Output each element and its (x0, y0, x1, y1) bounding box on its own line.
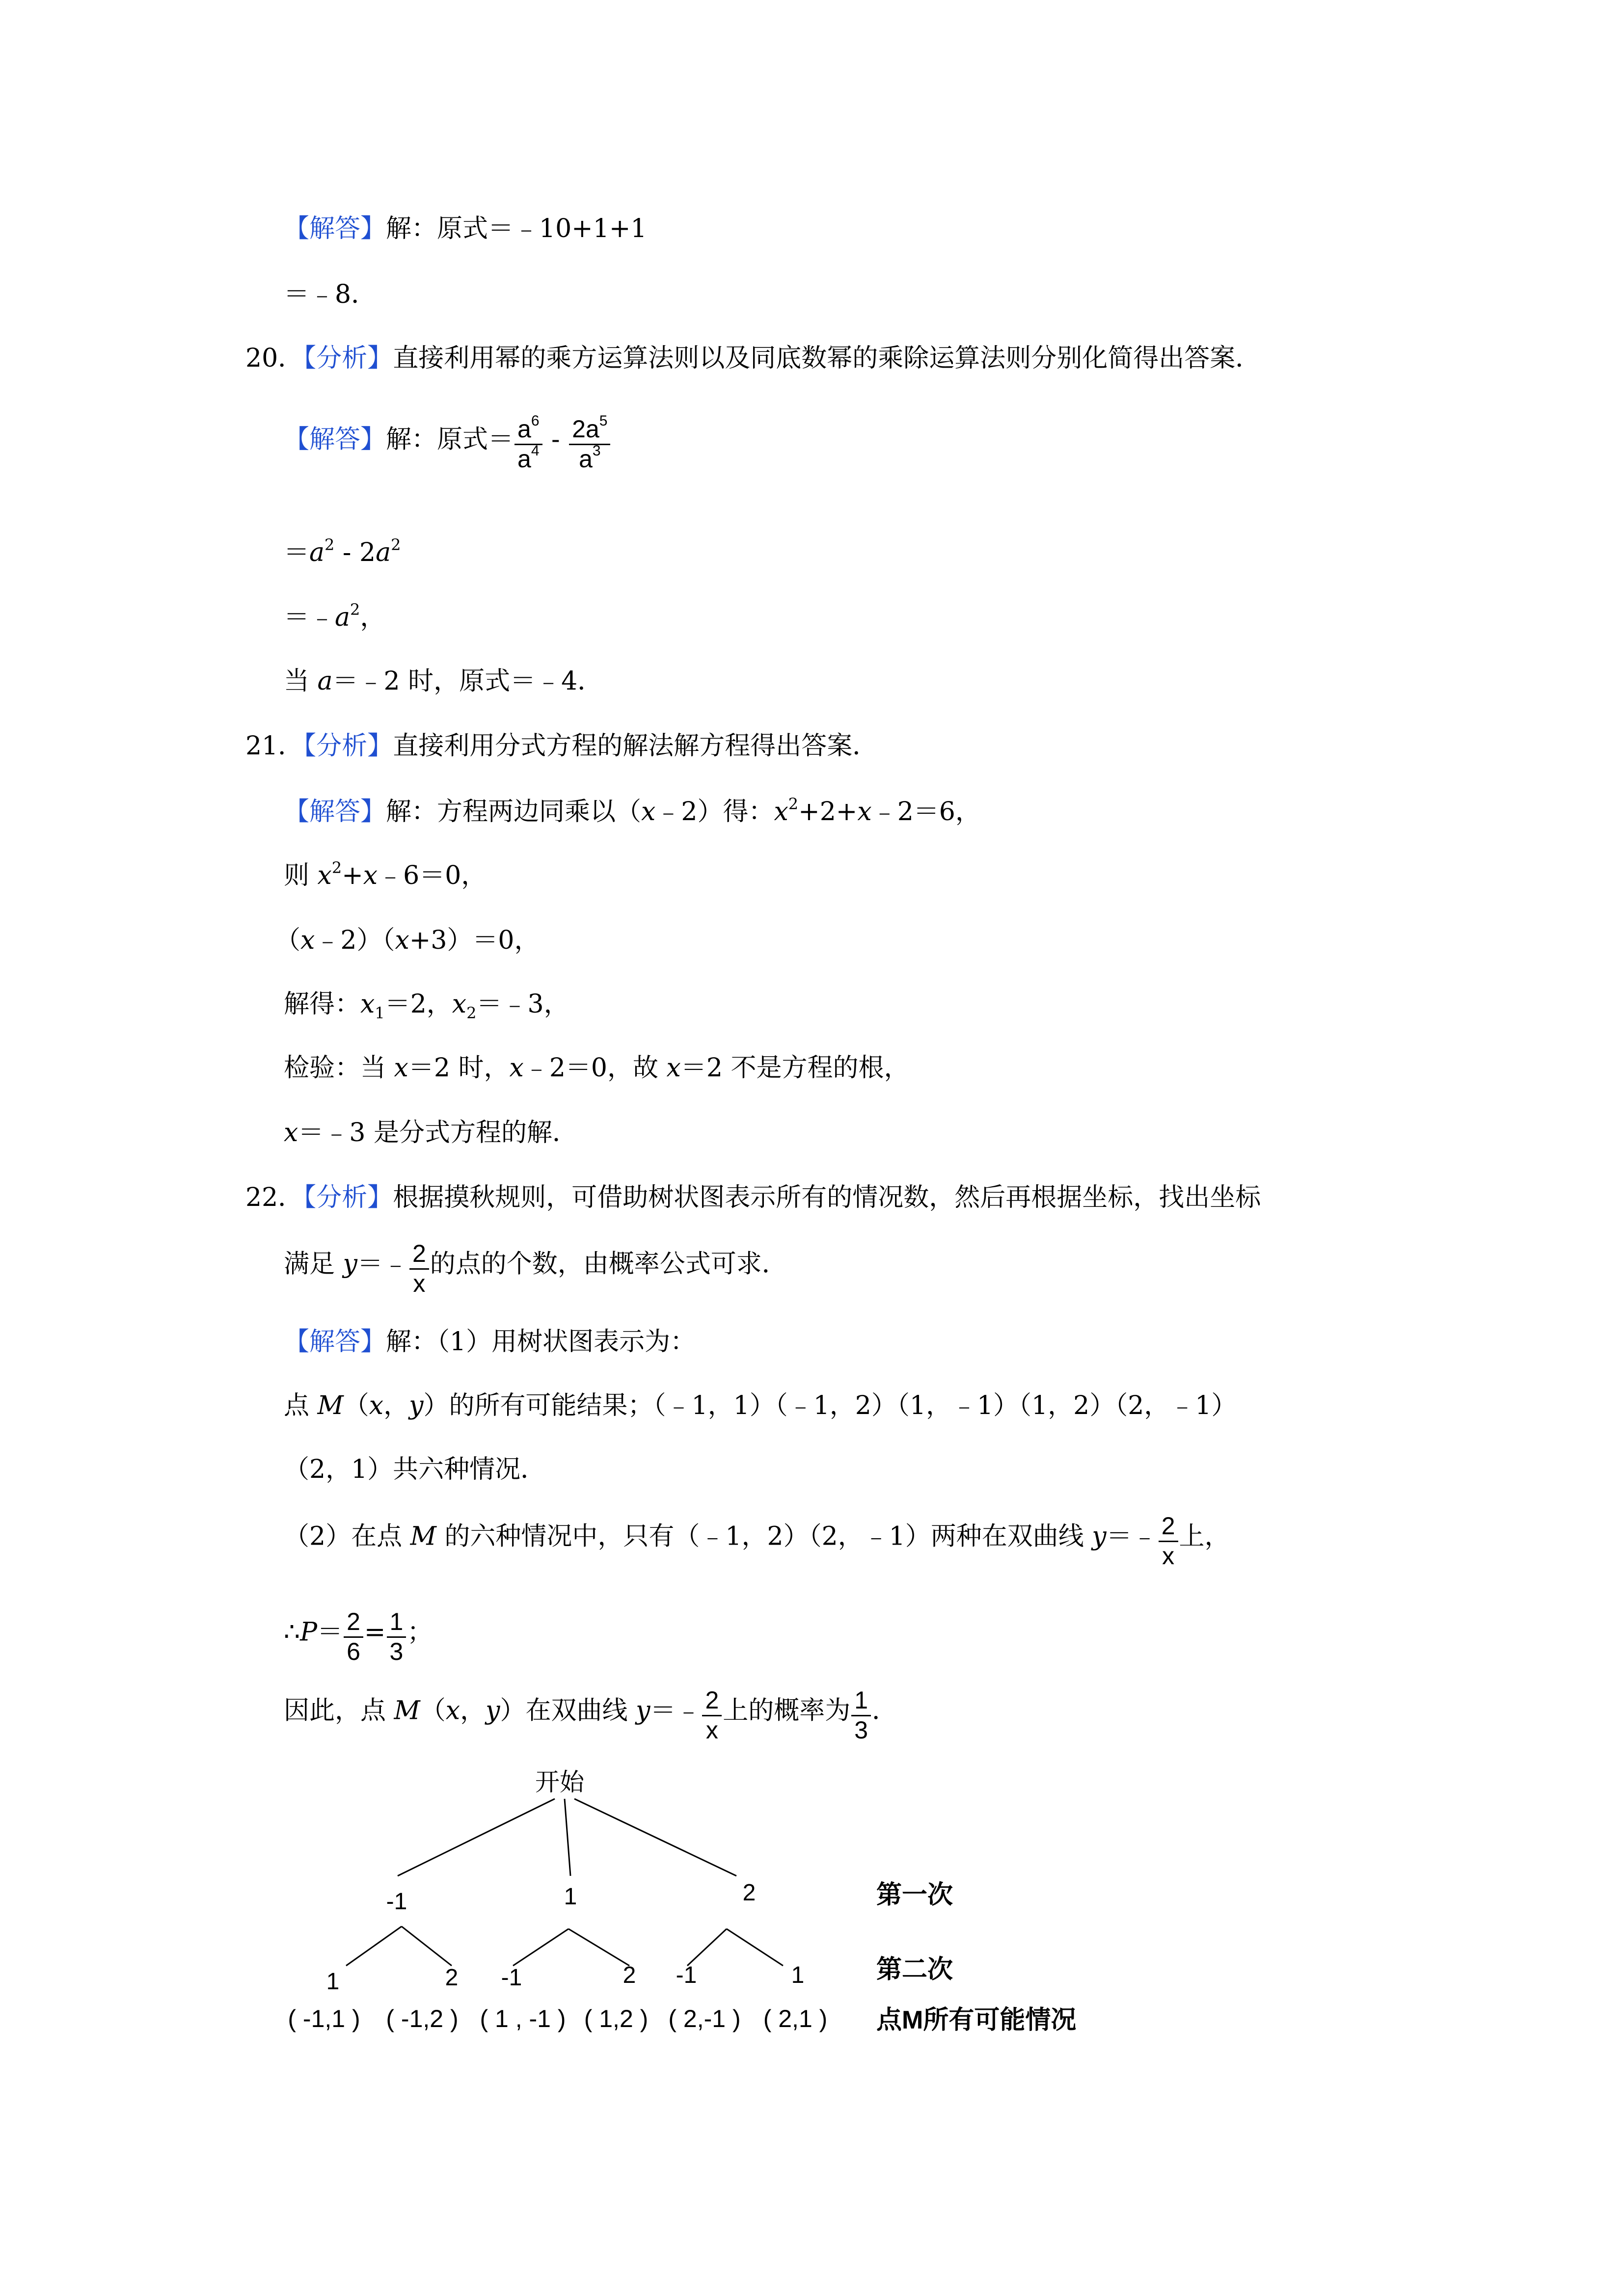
tree-outcome: ( 1,2 ) (584, 2005, 649, 2032)
q22-solve1: 【解答】解：（1）用树状图表示为： (284, 1327, 696, 1357)
tree-outcome: ( -1,2 ) (386, 2005, 459, 2032)
q22-analysis-line1: 22．【分析】根据摸秋规则，可借助树状图表示所有的情况数，然后再根据坐标，找出坐标 (245, 1183, 1261, 1212)
fraction-2-over-x: $\frac{2}{x}$ (409, 1240, 429, 1298)
edge-root-to-l1-a (398, 1799, 555, 1876)
q20-step1: $=a^2 - 2a^2$ (284, 535, 401, 567)
q21-line5: 检验：当 x＝2 时，x﹣2＝0，故 x＝2 不是方程的根， (284, 1053, 910, 1083)
tree-outcome: ( 1 , -1 ) (480, 2005, 566, 2032)
q21-analysis: 21．【分析】直接利用分式方程的解法解方程得出答案． (245, 731, 878, 761)
tree-level2-node: 2 (623, 1962, 636, 1988)
edge-root-to-l1-c (574, 1799, 736, 1876)
row-label-outcomes: 点M所有可能情况 (876, 2006, 1077, 2034)
edge-l1a-to-l2-1 (346, 1926, 402, 1966)
tree-level1-node: -1 (386, 1889, 407, 1915)
q21-line4: 解得：$x_1=2$，$x_2=﹣3$， (284, 989, 569, 1022)
tree-level2-node: 2 (445, 1965, 459, 1991)
edge-l1a-to-l2-2 (402, 1926, 452, 1966)
tree-root: 开始 (535, 1768, 584, 1796)
row-label-first: 第一次 (876, 1881, 953, 1909)
tree-edges (346, 1799, 783, 1966)
tree-level2-node: -1 (676, 1962, 697, 1988)
fraction-2a5-a3: $\frac{2a^5}{a^3}$ (569, 415, 610, 473)
row-label-second: 第二次 (876, 1955, 953, 1984)
answer-label: 【解答】 (284, 1327, 386, 1357)
edge-l1c-to-l2-1 (687, 1929, 727, 1966)
q22-analysis-line2: 满足 y＝﹣ $\frac{2}{x}$ 的点的个数，由概率公式可求． (284, 1240, 787, 1297)
tree-level2-node: 1 (791, 1962, 805, 1988)
q22-solve3: （2，1）共六种情况． (284, 1455, 546, 1484)
fraction-2-over-x: $\frac{2}{x}$ (702, 1686, 722, 1744)
fraction-1-over-3: $\frac{1}{3}$ (387, 1608, 406, 1666)
q21-line1: 【解答】解：方程两边同乘以（x﹣2）得：$x^2+2+x﹣2=6$， (284, 795, 981, 827)
q19-result: ＝﹣8． (284, 280, 377, 309)
q22-solve4: （2）在点 M 的六种情况中，只有（﹣1，2）（2，﹣1）两种在双曲线 y＝﹣ $\frac{2}{x}$ 上， (284, 1512, 1230, 1570)
analysis-label: 【分析】 (303, 1183, 393, 1212)
q21-line2: 则 $x^2+x﹣6=0$， (284, 858, 487, 890)
answer-label: 【解答】 (284, 425, 386, 454)
tree-diagram (265, 1747, 1159, 2061)
edge-root-to-l1-b (565, 1799, 570, 1876)
fraction-a6-a4: $\frac{a^6}{a^4}$ (514, 415, 542, 473)
answer-label: 【解答】 (284, 214, 386, 243)
edge-l1c-to-l2-2 (727, 1929, 783, 1966)
fraction-2-over-x: $\frac{2}{x}$ (1159, 1512, 1178, 1570)
tree-level1-node: 2 (742, 1880, 756, 1906)
q19-answer-line: 【解答】解：原式＝﹣10+1+1 (284, 214, 647, 243)
q20-step2: $=﹣a^2$， (284, 600, 386, 632)
analysis-label: 【分析】 (303, 731, 393, 761)
analysis-label: 【分析】 (303, 344, 393, 373)
q21-line6: x＝﹣3 是分式方程的解． (284, 1118, 578, 1148)
q20-step3: 当 a＝﹣2 时，原式＝﹣4． (284, 667, 603, 696)
q21-line3: （x﹣2）（x+3）＝0， (275, 926, 540, 955)
q22-solve5: ∴P＝ $\frac{2}{6}$ = $\frac{1}{3}$ ； (284, 1608, 433, 1665)
answer-label: 【解答】 (284, 797, 386, 827)
tree-level2-node: 1 (326, 1969, 340, 1995)
q22-solve6: 因此，点 M（x，y）在双曲线 y＝﹣ $\frac{2}{x}$ 上的概率为 $\frac{1}{3}$ ． (284, 1686, 898, 1744)
fraction-1-over-3: $\frac{1}{3}$ (851, 1686, 871, 1744)
q20-answer-line: 【解答】解：原式＝ $\frac{a^6}{a^4}$ - $\frac{2a^5}{a^3}$ (284, 412, 611, 470)
edge-l1b-to-l2-1 (513, 1929, 568, 1966)
tree-outcome: ( 2,1 ) (763, 2005, 828, 2032)
q20-analysis: 20．【分析】直接利用幂的乘方运算法则以及同底数幂的乘除运算法则分别化简得出答案． (245, 344, 1261, 373)
q22-solve2: 点 M（x，y）的所有可能结果；（﹣1，1）（﹣1，2）（1，﹣1）（1，2）（2，﹣1） (284, 1391, 1237, 1420)
fraction-2-over-6: $\frac{2}{6}$ (344, 1608, 363, 1666)
tree-level2-node: -1 (501, 1965, 522, 1991)
tree-outcome: ( -1,1 ) (288, 2005, 360, 2032)
edge-l1b-to-l2-2 (568, 1929, 629, 1966)
tree-outcome: ( 2,-1 ) (668, 2005, 741, 2032)
tree-level1-node: 1 (564, 1884, 577, 1910)
